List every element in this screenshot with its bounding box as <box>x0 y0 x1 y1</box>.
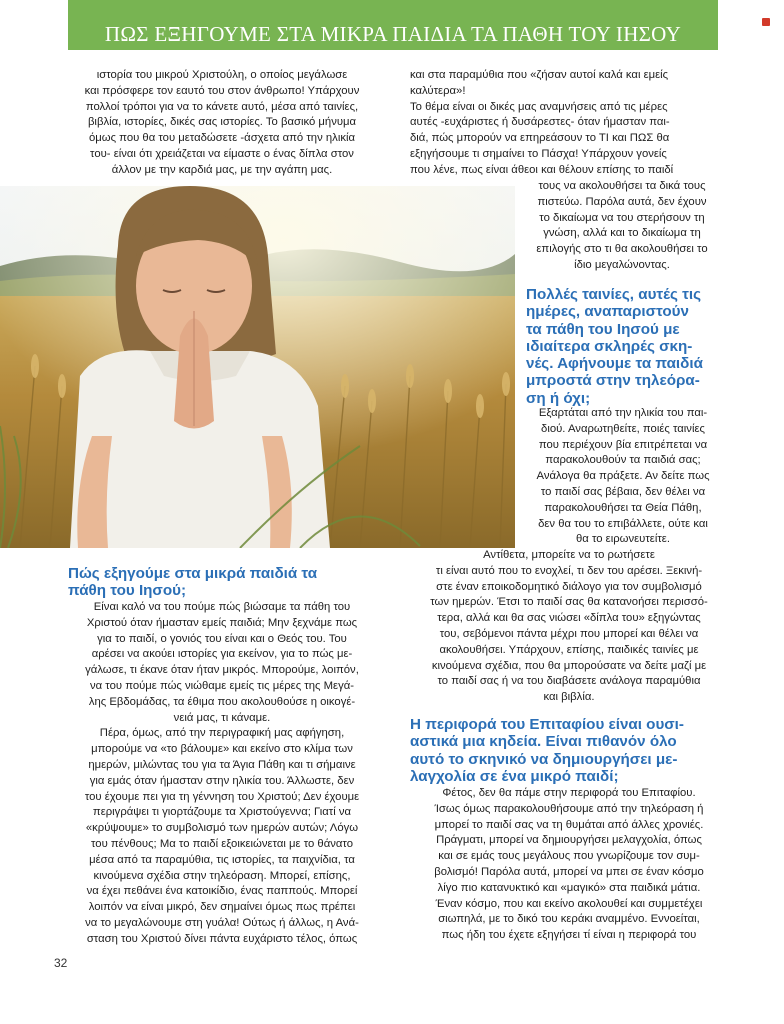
epitaph-body-line: μπορεί το παιδί σας να τη θυμάται από άλλες χρονιές. <box>434 818 704 831</box>
intro-right-narrow-line: τους να ακολουθήσει τα δικά τους <box>538 180 706 192</box>
films-narrow-line: παρακολουθήσει τα Θεία Πάθη, <box>544 501 702 514</box>
explain-body-line: «κρύψουμε» το συμβολισμό των ημερών αυτών; Λόγω <box>85 822 359 835</box>
corner-mark <box>762 18 770 26</box>
epitaph-answer-text <box>408 786 730 944</box>
epitaph-body-line: λίγο πιο κατανυκτικό και «μαγικό» στα παιδικά μάτια. <box>437 881 701 894</box>
heading-epitaph-line: Η περιφορά του Επιταφίου είναι ουσι- <box>410 716 684 733</box>
films-answer-narrow-text <box>520 406 726 548</box>
explain-body-line: λοιπόν να είναι μικρό, δεν σημαίνει όμως πως πρέπει <box>88 901 356 914</box>
films-wide-line: και βιβλία. <box>543 691 595 704</box>
films-wide-line: το παιδί σας ή να του διαβάσετε ανάλογα παραμύθια <box>437 675 701 688</box>
explain-body-line: ημερών, μιλώντας του για τα Άγια Πάθη και τι σήμαινε <box>88 758 356 771</box>
films-wide-line: τερα, αλλά και θα σας νιώσει «δίπλα του» εξηγώντας <box>437 612 701 625</box>
intro-right-top-line: Το θέμα είναι οι δικές μας αναμνήσεις από τις μέρες <box>410 100 668 113</box>
explain-body-line: Χριστού όταν ήμασταν εμείς παιδιά; Μην ξεχνάμε πως <box>86 616 358 629</box>
films-wide-line: Αντίθετα, μπορείτε να το ρωτήσετε <box>483 549 655 561</box>
heading-films-question <box>526 286 726 407</box>
intro-left-line: άλλον με την καρδιά μας, με την αγάπη μας. <box>111 163 333 176</box>
epitaph-body-line: και σε εμάς τους μεγάλους που γνωρίζουμε τον συμ- <box>438 850 700 863</box>
page-title: ΠΩΣ ΕΞΗΓΟΥΜΕ ΣΤΑ ΜΙΚΡΑ ΠΑΙΔΙΑ ΤΑ ΠΑΘΗ ΤΟΥ ΙΗΣΟΥ <box>104 22 682 46</box>
epitaph-body-line: πως ήδη του έχετε εξηγήσει τί είναι η περιφορά του <box>441 929 697 942</box>
heading-epitaph-line: αυτό το σκηνικό να δημιουργήσει με- <box>410 750 678 768</box>
intro-right-narrow-text <box>517 179 727 274</box>
films-wide-line: των ημερών. Έτσι το παιδί σας θα κατανοήσει περισσό- <box>430 596 708 609</box>
heading-explain-line: πάθη του Ιησού; <box>68 582 186 600</box>
explain-body-line: σταση του Χριστού δίνει πάντα ευχάριστο τέλος, όπως <box>86 932 358 945</box>
films-wide-line: του, σεβόμενοι πάντα μέχρι που μπορεί και θέλει να <box>439 627 699 640</box>
intro-left-line: ιστορία του μικρού Χριστούλη, ο οποίος μεγάλωσε <box>96 69 348 81</box>
explain-answer-text <box>62 600 382 948</box>
epitaph-body-line: Πράγματι, μπορεί να δημιουργήσει μελαγχολία, όπως <box>436 834 702 847</box>
heading-films-line: ιδιαίτερα σκληρές σκη- <box>526 337 693 355</box>
films-narrow-line: παρακολουθούν τα παιδιά σας; <box>545 454 701 467</box>
praying-girl-photo <box>0 186 515 548</box>
films-wide-line: τι είναι αυτό που το ενοχλεί, τι δεν του αρέσει. Ξεκινή- <box>435 564 703 577</box>
explain-body-line: Πέρα, όμως, από την περιγραφική μας αφήγηση, <box>99 727 345 740</box>
epitaph-body-line: Φέτος, δεν θα πάμε στην περιφορά του Επιταφίου. <box>442 787 696 799</box>
intro-right-narrow-line: το δικαίωμα να του στερήσουν τη <box>539 211 705 224</box>
films-answer-wide-text <box>408 548 730 706</box>
explain-body-line: του πένθους; Μα το παιδί εξοικειώνεται με το θάνατο <box>90 837 353 850</box>
films-wide-line: ακολουθήσει. Υπάρχουν, επίσης, παιδικές ταινίες με <box>439 643 699 656</box>
explain-body-line: Είναι καλό να του πούμε πώς βιώσαμε τα πάθη του <box>93 601 351 613</box>
heading-explain-question <box>68 565 388 600</box>
intro-right-top-line: και στα παραμύθια που «ζήσαν αυτοί καλά και εμείς <box>410 69 669 81</box>
heading-films-line: μπροστά στην τηλεόρα- <box>526 372 700 390</box>
heading-explain-line: Πώς εξηγούμε στα μικρά παιδιά τα <box>68 565 318 582</box>
explain-body-line: να έχει πεθάνει ένα κατοικίδιο, ένας παππούς. Μπορεί <box>86 885 358 898</box>
intro-right-narrow-line: πιστεύω. Παρόλα αυτά, δεν έχουν <box>537 195 707 208</box>
explain-body-line: περιγράψει τι γιορτάζουμε τα Χριστούγεννα; Γιατί να <box>92 806 352 819</box>
intro-right-top-line: που λένε, πως είναι άθεοι και θέλουν επίσης το παιδί <box>410 163 674 176</box>
films-narrow-line: διού. Αναρωτηθείτε, ποιές ταινίες <box>541 422 705 435</box>
explain-body-line: μπορούμε να «το βάλουμε» και εκείνο στο κλίμα των <box>91 743 353 756</box>
heading-epitaph-line: αστικά μια κηδεία. Είναι πιθανόν όλο <box>410 733 677 751</box>
header-banner <box>68 0 718 50</box>
intro-right-narrow-line: επιλογής στο τι θα ακολουθήσει το <box>536 243 708 256</box>
explain-body-line: νειά μας, τι κάναμε. <box>173 711 271 724</box>
intro-left-line: βιβλία, ιστορίες, δικές σας ιστορίες. Το βασικό μήνυμα <box>87 116 357 129</box>
intro-right-top-line: διά, πώς μπορούν να επηρεάσουν το ΤΙ και ΠΩΣ θα <box>410 132 670 145</box>
explain-body-line: γάλωσε, τι έκανε όταν ήταν μικρός. Μπορούμε, λοιπόν, <box>85 664 359 677</box>
heading-films-line: Πολλές ταινίες, αυτές τις <box>526 286 702 303</box>
intro-left-line: του- είναι ότι χρειάζεται να είμαστε ο ένας δίπλα στον <box>90 147 354 160</box>
heading-films-line: τα πάθη του Ιησού με <box>526 320 680 338</box>
intro-right-narrow-line: γνώση, αλλά και το δικαίωμα τη <box>543 227 701 240</box>
heading-films-line: ημέρες, αναπαριστούν <box>526 303 689 321</box>
films-narrow-line: που περιέχουν βία επιτρέπεται να <box>538 438 708 451</box>
films-narrow-line: δεν θα του το επιβάλλετε, ούτε και <box>538 517 708 530</box>
explain-body-line: λης Εβδομάδας, τα έθιμα που ακολουθούσε η οικογέ- <box>88 695 356 708</box>
intro-right-narrow-line: ίδιο μεγαλώνοντας. <box>574 258 670 271</box>
explain-body-line: του έχουμε πει για τη γέννηση του Χριστού; Δεν έχουμε <box>84 790 360 803</box>
intro-left-line: και πρόσφερε τον εαυτό του στον άνθρωπο! Υπάρχουν <box>84 84 360 97</box>
wheat-field-image <box>0 186 515 548</box>
explain-body-line: να του πούμε πώς νιώθαμε εμείς τις μέρες της Μεγά- <box>89 679 355 692</box>
films-wide-line: κινούμενα σχέδια, που θα μπορούσατε να δείτε μαζί με <box>431 659 707 672</box>
intro-right-text <box>410 68 730 179</box>
films-narrow-line: το παιδί σας βέβαια, δεν θέλει να <box>540 485 706 498</box>
intro-right-top-line: αυτές -ευχάριστες ή δυσάρεστες- όταν ήμασταν παι- <box>410 116 670 129</box>
films-narrow-line: Ανάλογα θα πράξετε. Αν δείτε πως <box>536 470 710 483</box>
intro-left-line: όμως που θα του μεταδώσετε -άσχετα από την ηλικία <box>88 132 356 145</box>
films-narrow-line: Εξαρτάται από την ηλικία του παι- <box>538 407 708 419</box>
epitaph-body-line: Ίσως όμως παρακολουθήσουμε από την τηλεόραση ή <box>434 802 704 815</box>
page-number: 32 <box>54 956 68 970</box>
heading-epitaph-line: λαγχολία σε ένα μικρό παιδί; <box>410 767 619 785</box>
heading-films-line: νές. Αφήνουμε τα παιδιά <box>526 355 703 373</box>
explain-body-line: μέσα από τα παραμύθια, τις ιστορίες, τα παιχνίδια, τα <box>89 853 355 866</box>
explain-body-line: για εμάς όταν ήμασταν στην ηλικία του. Άλλωστε, δεν <box>89 774 355 787</box>
explain-body-line: για το παιδί, ο γονιός του είναι και ο Θεός του. Του <box>97 632 347 645</box>
explain-body-line: κινούμενα σχέδια στην τηλεόραση. Μπορεί, επίσης, <box>93 869 351 882</box>
intro-right-top-line: εξηγήσουμε τι σημαίνει το Πάσχα! Υπάρχουν γονείς <box>410 147 667 160</box>
films-narrow-line: θα το ειρωνευτείτε. <box>576 533 670 546</box>
films-wide-line: στε έναν εποικοδομητικό διάλογο για τον συμβολισμό <box>436 580 702 593</box>
explain-body-line: να το μεγαλώνουμε στη γυάλα! Ούτως ή άλλως, η Ανά- <box>85 916 359 929</box>
epitaph-body-line: βολισμό! Παρόλα αυτά, μπορεί να μπει σε έναν κόσμο <box>434 865 704 878</box>
explain-body-line: αρέσει να ακούει ιστορίες για εκείνον, για το πώς με- <box>91 648 353 661</box>
epitaph-body-line: σιωπηλά, με το δικό του κεράκι αναμμένο. Εννοείται, <box>438 913 700 926</box>
heading-epitaph-question <box>410 716 732 785</box>
intro-right-top-line: καλύτερα»! <box>410 84 466 97</box>
intro-left-text <box>62 68 382 179</box>
intro-left-line: πολλοί τρόποι για να το κάνετε αυτό, μέσα από ταινίες, <box>85 100 359 113</box>
epitaph-body-line: Έναν κόσμο, που και εκείνο ακολουθεί και συμμετέχει <box>435 897 703 910</box>
heading-films-line: ση ή όχι; <box>526 389 591 407</box>
